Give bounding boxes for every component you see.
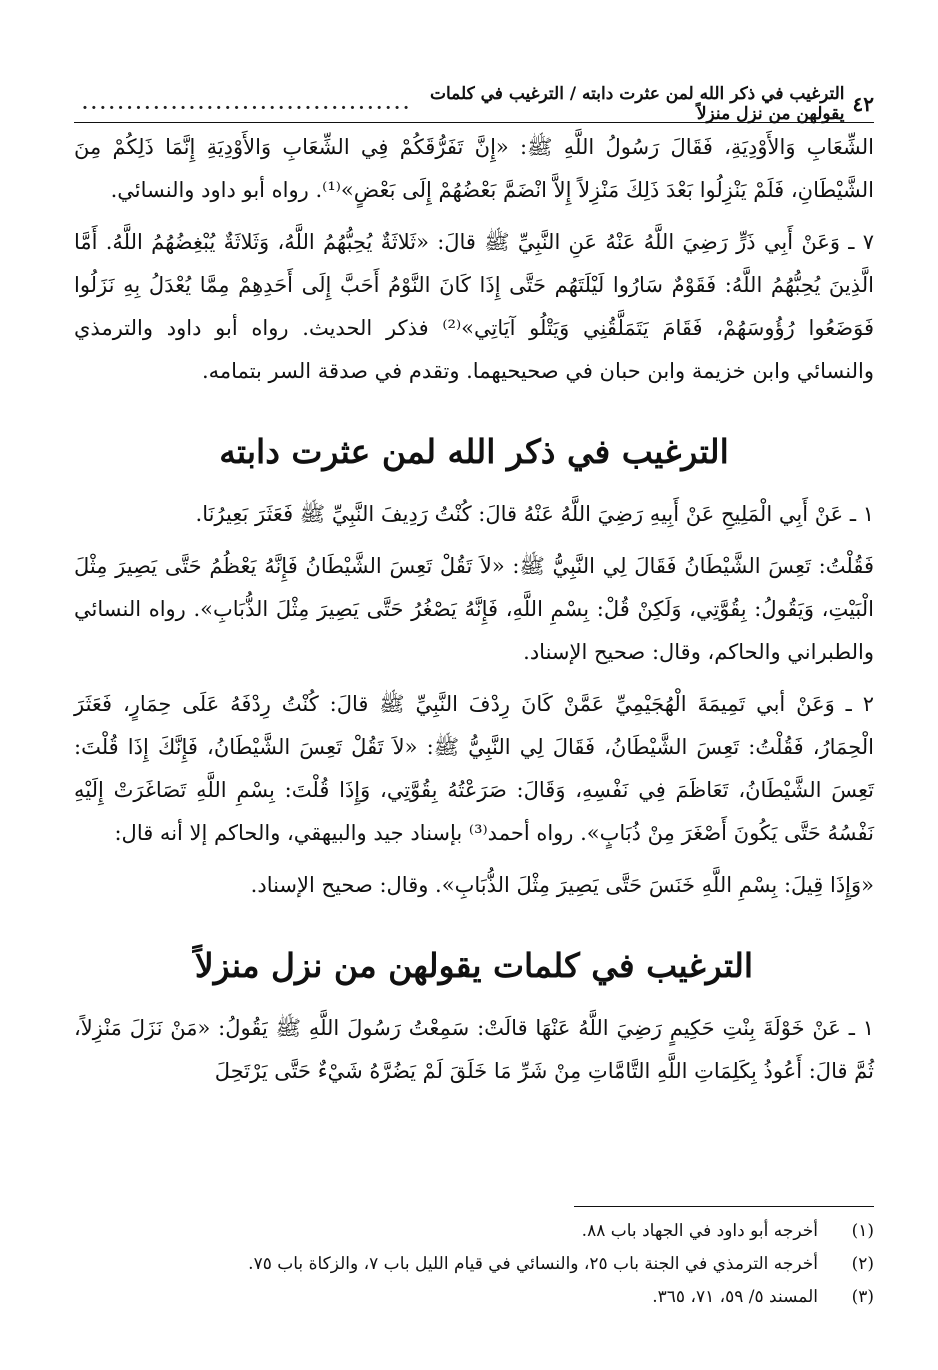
hadith-khawla: ١ ـ عَنْ خَوْلَةَ بِنْتِ حَكِيمٍ رَضِيَ اللَّهُ عَنْهَا قالَتْ: سَمِعْتُ رَسُولَ اللَّهِ ﷺ يَقُولُ: «مَنْ نَزَلَ مَنْزِلاً، ثُمَّ قالَ: أَعُوذُ بِكَلِمَاتِ اللَّهِ التَّامَّاتِ مِنْ شَرِّ مَا خَلَقَ لَمْ يَضُرَّهُ شَيْءٌ حَتَّى يَرْتَحِلَ — [74, 1016, 874, 1083]
hadith-paragraph-7: ٧ ـ وَعَنْ أَبِي ذَرٍّ رَضِيَ اللَّهُ عَنْهُ عَنِ النَّبِيِّ ﷺ قالَ: «ثَلاثَةٌ يُحِبُّهُمُ اللَّهُ، وَثَلاثَةٌ يُبْغِضُهُمُ اللَّهُ. أَمَّا الَّذِينَ يُحِبُّهُمُ اللَّهُ: فَقَوْمٌ سَارُوا لَيْلَتَهُم حَتَّى إِذَا كَانَ النَّوْمُ أَحَبَّ إِلَى أَحَدِهِمْ مِمَّا يُعْدَلُ بِهِ نَزَلُوا فَوَضَعُوا رُؤُوسَهُمْ، فَقَامَ يَتَمَلَّقُنِي وَيَتْلُو آيَاتِي»⁽²⁾ فذكر الحديث. رواه أبو داود والترمذي والنسائي وابن خزيمة وابن حبان في صحيحيهما. وتقدم في صدقة السر بتمامه. — [74, 230, 875, 383]
footnote-marker: (٣) — [851, 1287, 874, 1307]
footnotes — [74, 1206, 874, 1314]
footnote-divider — [574, 1206, 874, 1207]
hadith-abu-al-malih-continued: فَقُلْتُ: تَعِسَ الشَّيْطَانُ فَقَالَ لِي النَّبِيُّ ﷺ: «لاَ تَقُلْ تَعِسَ الشَّيْطَانُ فَإِنَّهُ يَعْظُمُ حَتَّى يَصِيرَ مِثْلَ الْبَيْتِ، وَيَقُولُ: بِقُوَّتِي، وَلَكِنْ قُلْ: بِسْمِ اللَّهِ، فَإِنَّهُ يَصْغُرُ حَتَّى يَصِيرَ مِثْلَ الذُّبَابِ». رواه النسائي والطبراني والحاكم، وقال: صحيح الإسناد. — [74, 554, 874, 664]
footnote-item — [74, 1281, 874, 1314]
running-head-title: الترغيب في ذكر الله لمن عثرت دابته / الترغيب في كلمات يقولهن من نزل منزلاً — [429, 84, 845, 124]
footnote-text: أخرجه أبو داود في الجهاد باب ٨٨. — [581, 1221, 818, 1241]
footnote-marker: (٢) — [851, 1254, 874, 1274]
hadith-abu-tamima: ٢ ـ وَعَنْ أبي تَمِيمَةَ الْهُجَيْمِيِّ عَمَّنْ كَانَ رِدْفَ النَّبِيِّ ﷺ قالَ: كُنْتُ رِدْفَهُ عَلَى حِمَارٍ، فَعَثَرَ الْحِمَارُ، فَقُلْتُ: تَعِسَ الشَّيْطَانُ، فَقَالَ لِي النَّبِيُّ ﷺ: «لاَ تَقُلْ تَعِسَ الشَّيْطَانُ، فَإِنَّكَ إِذَا قُلْتَ: تَعِسَ الشَّيْطَانُ، تَعَاظَمَ فِي نَفْسِهِ، وَقَالَ: صَرَعْتُهُ بِقُوَّتِي، وَإِذَا قُلْتَ: بِسْمِ اللَّهِ تَصَاغَرَتْ إِلَيْهِ نَفْسُهُ حَتَّى يَكُونَ أَصْغَرَ مِنْ ذُبَابٍ». رواه أحمد⁽³⁾ بإسناد جيد والبيهقي، والحاكم إلا أنه قال: — [74, 692, 874, 845]
footnote-marker: (١) — [851, 1221, 874, 1241]
hadith-abu-al-malih: ١ ـ عَنْ أَبِي الْمَلِيحِ عَنْ أَبِيهِ رَضِيَ اللَّهُ عَنْهُ قالَ: كُنْتُ رَدِيفَ النَّبِيِّ ﷺ فَعَثَرَ بَعِيرُنَا. — [195, 502, 874, 526]
page-number: ٤٢ — [852, 92, 874, 116]
footnote-item — [74, 1248, 874, 1281]
footnote-text: المسند ٥/ ٥٩، ٧١، ٣٦٥. — [652, 1287, 818, 1307]
section-heading-stopping-place: الترغيب في كلمات يقولهن من نزل منزلاً — [194, 946, 754, 985]
footnote-item — [74, 1215, 874, 1248]
footnote-text: أخرجه الترمذي في الجنة باب ٢٥، والنسائي في قيام الليل باب ٧، والزكاة باب ٧٥. — [248, 1254, 818, 1274]
hadith-alternate-wording: «وَإِذَا قِيلَ: بِسْمِ اللَّهِ خَنَسَ حَتَّى يَصِيرَ مِثْلَ الذُّبَابِ». وقال: صحيح الإسناد. — [250, 873, 874, 897]
running-head — [74, 86, 874, 123]
section-heading-stumble: الترغيب في ذكر الله لمن عثرت دابته — [219, 432, 729, 471]
dot-leader: ..................................... — [82, 94, 412, 114]
main-text — [74, 126, 874, 1102]
paragraph-continuation: الشِّعَابِ وَالأَوْدِيَةِ، فَقَالَ رَسُولُ اللَّهِ ﷺ: «إِنَّ تَفَرُّقَكُمْ فِي الشِّعَابِ وَالأَوْدِيَةِ إِنَّمَا ذَلِكُمْ مِنَ الشَّيْطَانِ، فَلَمْ يَنْزِلُوا بَعْدَ ذَلِكَ مَنْزِلاً إِلاَّ انْضَمَّ بَعْضُهُمْ إِلَى بَعْضٍ»⁽¹⁾. رواه أبو داود والنسائي. — [74, 135, 874, 202]
